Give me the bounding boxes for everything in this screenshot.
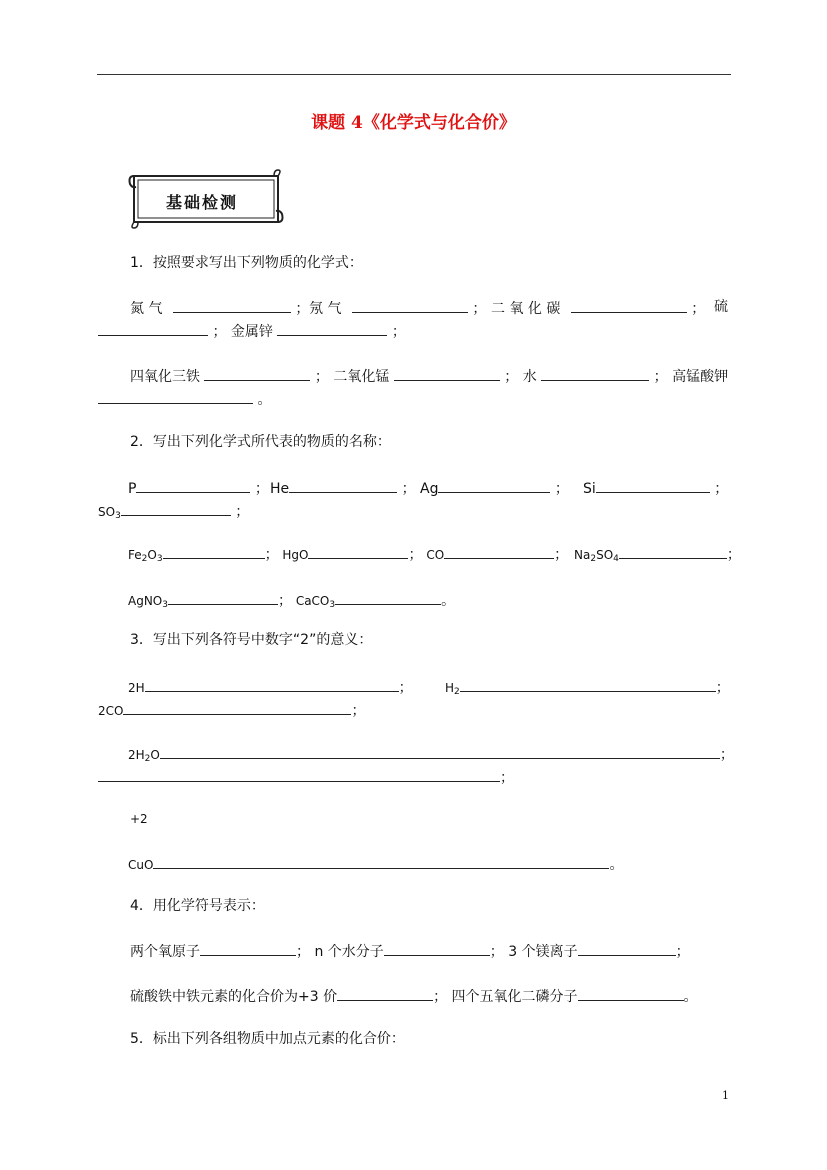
answer-blank[interactable]: [145, 676, 399, 692]
q2-row1c: Ag ；: [420, 477, 569, 499]
q4-label-3mg: 3 个镁离子: [508, 944, 578, 960]
section-banner: [128, 168, 284, 234]
q2-row3: $Fe_2O_3$ ； HgO ； CO ；: [128, 543, 568, 569]
answer-blank[interactable]: [619, 543, 727, 559]
q3-row5: CuO 。: [128, 853, 623, 875]
answer-blank[interactable]: [121, 500, 231, 516]
q1-label-nitrogen: 氮 气: [130, 301, 163, 317]
q4-label-4p2o5: 四个五氧化二磷分子: [451, 989, 578, 1005]
q1-row1: 氮 气 ；: [130, 297, 309, 319]
answer-blank[interactable]: [98, 320, 208, 336]
q2-row2: $SO_3$ ；: [98, 500, 249, 526]
answer-blank[interactable]: [444, 543, 554, 559]
answer-blank[interactable]: [173, 297, 291, 313]
q3-label-cuo: CuO: [128, 858, 154, 872]
q1-label-zinc: 金属锌: [230, 324, 273, 340]
q1-row4: 。: [98, 388, 271, 410]
q2-row1d: Si ；: [583, 477, 728, 499]
page-title: 课题 4《化学式与化合价》: [311, 113, 516, 133]
answer-blank[interactable]: [335, 589, 441, 605]
q3-label-h2: $H_2$: [445, 681, 460, 697]
q4-row1: 两个氧原子 ； n 个水分子 ； 3 个镁离子 ；: [130, 940, 690, 962]
answer-blank[interactable]: [394, 365, 500, 381]
q3-row4: ；: [98, 766, 514, 788]
q2-label-agno3: AgNO$_3$: [128, 594, 168, 610]
q2-row3b: $Na_2SO_4$ ；: [574, 543, 741, 569]
q4-label-2o: 两个氧原子: [130, 944, 200, 960]
q2-row4: AgNO$_3$ ； CaCO$_3$ 。: [128, 589, 455, 615]
q2-label-he: He: [270, 481, 290, 497]
q4-row2: 硫酸铁中铁元素的化合价为+3 价 ； 四个五氧化二磷分子 。: [130, 985, 698, 1007]
q1-label-fe3o4: 四氧化三铁: [130, 369, 200, 385]
answer-blank[interactable]: [136, 477, 250, 493]
answer-blank[interactable]: [337, 985, 433, 1001]
answer-blank[interactable]: [163, 543, 265, 559]
banner-label: 基础检测: [166, 193, 239, 212]
q1-row2: ； 金属锌 ；: [98, 320, 406, 342]
answer-blank[interactable]: [153, 853, 609, 869]
answer-blank[interactable]: [168, 589, 278, 605]
answer-blank[interactable]: [160, 743, 720, 759]
q1-prompt: 1．按照要求写出下列物质的化学式：: [130, 255, 363, 271]
q1-label-co2: 二 氧 化 碳: [491, 301, 561, 317]
q3-row3: $2H_2O$ ；: [128, 743, 734, 769]
answer-blank[interactable]: [438, 477, 550, 493]
q2-label-ag: Ag: [420, 481, 439, 497]
answer-blank[interactable]: [308, 543, 408, 559]
header-rule: [97, 74, 731, 75]
answer-blank[interactable]: [289, 477, 397, 493]
q2-row1b: He ；: [270, 477, 416, 499]
q4-label-nh2o: n 个水分子: [314, 944, 384, 960]
q2-prompt: 2．写出下列化学式所代表的物质的名称：: [130, 434, 391, 450]
answer-blank[interactable]: [541, 365, 649, 381]
answer-blank[interactable]: [460, 676, 716, 692]
answer-blank[interactable]: [578, 985, 684, 1001]
q1-label-neon: 氖 气: [309, 301, 342, 317]
q2-label-hgo: HgO: [282, 548, 309, 562]
q3-row1a: 2H ；: [128, 676, 413, 698]
q3-row2: 2CO ；: [98, 699, 365, 721]
q2-label-co: CO: [426, 548, 445, 562]
q3-label-2h2o: $2H_2O$: [128, 748, 160, 764]
q5-prompt: 5．标出下列各组物质中加点元素的化合价：: [130, 1031, 405, 1047]
q2-label-na2so4: $Na_2SO_4$: [574, 548, 619, 564]
q4-prompt: 4．用化学符号表示：: [130, 898, 265, 914]
q4-label-fe-valence: 硫酸铁中铁元素的化合价为+3 价: [130, 989, 338, 1005]
page-number: 1: [722, 1089, 729, 1102]
q2-row1a: P ；: [128, 477, 269, 499]
answer-blank[interactable]: [384, 940, 490, 956]
q1-label-kmno4: 高锰酸钾: [672, 369, 729, 385]
answer-blank[interactable]: [571, 297, 687, 313]
answer-blank[interactable]: [277, 320, 387, 336]
q1-row1b: 氖 气 ；: [309, 297, 486, 319]
answer-blank[interactable]: [123, 699, 351, 715]
q1-label-sulfur: 硫: [714, 299, 728, 315]
q1-row1c: 二 氧 化 碳 ；: [491, 297, 705, 319]
answer-blank[interactable]: [98, 388, 253, 404]
q3-valence-mark: +2: [130, 812, 148, 826]
answer-blank[interactable]: [204, 365, 310, 381]
answer-blank[interactable]: [352, 297, 468, 313]
q1-label-water: 水: [522, 369, 537, 385]
q1-label-mno2: 二氧化锰: [333, 369, 390, 385]
q3-label-2co: 2CO: [98, 704, 124, 718]
answer-blank[interactable]: [200, 940, 296, 956]
q1-row3: 四氧化三铁 ； 二氧化锰 ； 水 ； 高锰酸钾: [130, 365, 728, 387]
q3-prompt: 3．写出下列各符号中数字“2”的意义：: [130, 632, 373, 648]
q2-label-caco3: CaCO$_3$: [295, 594, 336, 610]
answer-blank[interactable]: [98, 766, 500, 782]
answer-blank[interactable]: [578, 940, 676, 956]
q3-row1b: $H_2$ ；: [445, 676, 730, 702]
q2-label-fe2o3: $Fe_2O_3$: [128, 548, 163, 564]
q2-label-si: Si: [583, 481, 596, 497]
q3-label-2h: 2H: [128, 681, 145, 695]
q2-label-p: P: [128, 481, 137, 497]
answer-blank[interactable]: [596, 477, 710, 493]
